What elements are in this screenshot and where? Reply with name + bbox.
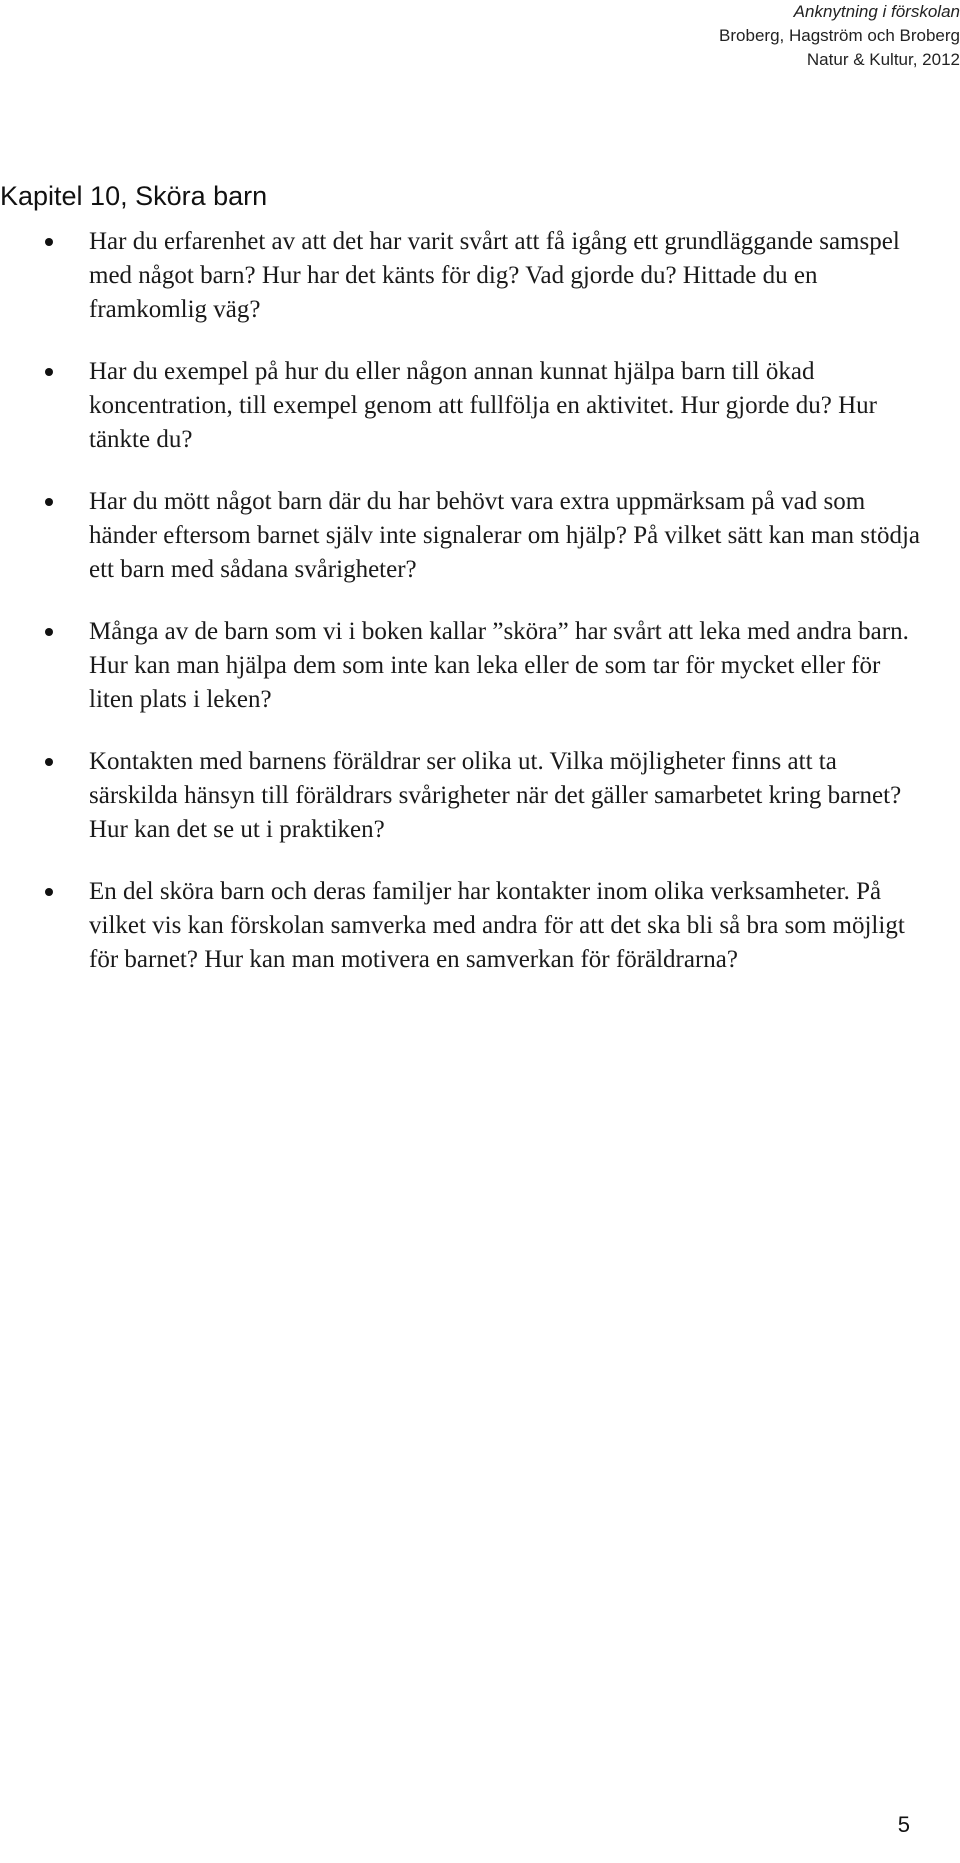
header-authors: Broberg, Hagström och Broberg bbox=[719, 26, 960, 45]
page-header bbox=[460, 0, 960, 72]
header-book-title: Anknytning i förskolan bbox=[793, 2, 960, 21]
question-text: Har du erfarenhet av att det har varit svårt att få igång ett grundläggande samspel med något barn? Hur har det känts för dig? Vad gjorde du? Hittade du en framkomlig väg? bbox=[89, 228, 900, 323]
question-item bbox=[0, 745, 930, 847]
question-text: Många av de barn som vi i boken kallar ”sköra” har svårt att leka med andra barn. Hur kan man hjälpa dem som inte kan leka eller de som tar för mycket eller för liten plats i leken? bbox=[89, 618, 909, 713]
question-list bbox=[0, 225, 930, 1005]
question-item bbox=[0, 355, 930, 457]
chapter-title: Kapitel 10, Sköra barn bbox=[0, 181, 268, 211]
bullet-icon bbox=[45, 368, 53, 376]
header-publisher: Natur & Kultur, 2012 bbox=[806, 50, 960, 69]
page-number: 5 bbox=[897, 1812, 910, 1837]
question-item bbox=[0, 485, 930, 587]
question-text: Har du exempel på hur du eller någon annan kunnat hjälpa barn till ökad koncentration, till exempel genom att fullfölja en aktivitet. Hur gjorde du? Hur tänkte du? bbox=[89, 358, 877, 453]
question-text: Har du mött något barn där du har behövt vara extra uppmärksam på vad som händer eftersom barnet själv inte signalerar om hjälp? På vilket sätt kan man stödja ett barn med sådana svårigheter? bbox=[89, 488, 920, 583]
question-item bbox=[0, 615, 930, 717]
bullet-icon bbox=[45, 888, 53, 896]
bullet-icon bbox=[45, 628, 53, 636]
question-item bbox=[0, 875, 930, 977]
bullet-icon bbox=[45, 498, 53, 506]
question-text: Kontakten med barnens föräldrar ser olika ut. Vilka möjligheter finns att ta särskilda hänsyn till föräldrars svårigheter när det gäller samarbetet kring barnet? Hur kan det se ut i praktiken? bbox=[89, 748, 902, 843]
bullet-icon bbox=[45, 758, 53, 766]
question-text: En del sköra barn och deras familjer har kontakter inom olika verksamheter. På vilket vis kan förskolan samverka med andra för att det ska bli så bra som möjligt för barnet? Hur kan man motivera en samverkan för föräldrarna? bbox=[89, 878, 905, 973]
bullet-icon bbox=[45, 238, 53, 246]
question-item bbox=[0, 225, 930, 327]
